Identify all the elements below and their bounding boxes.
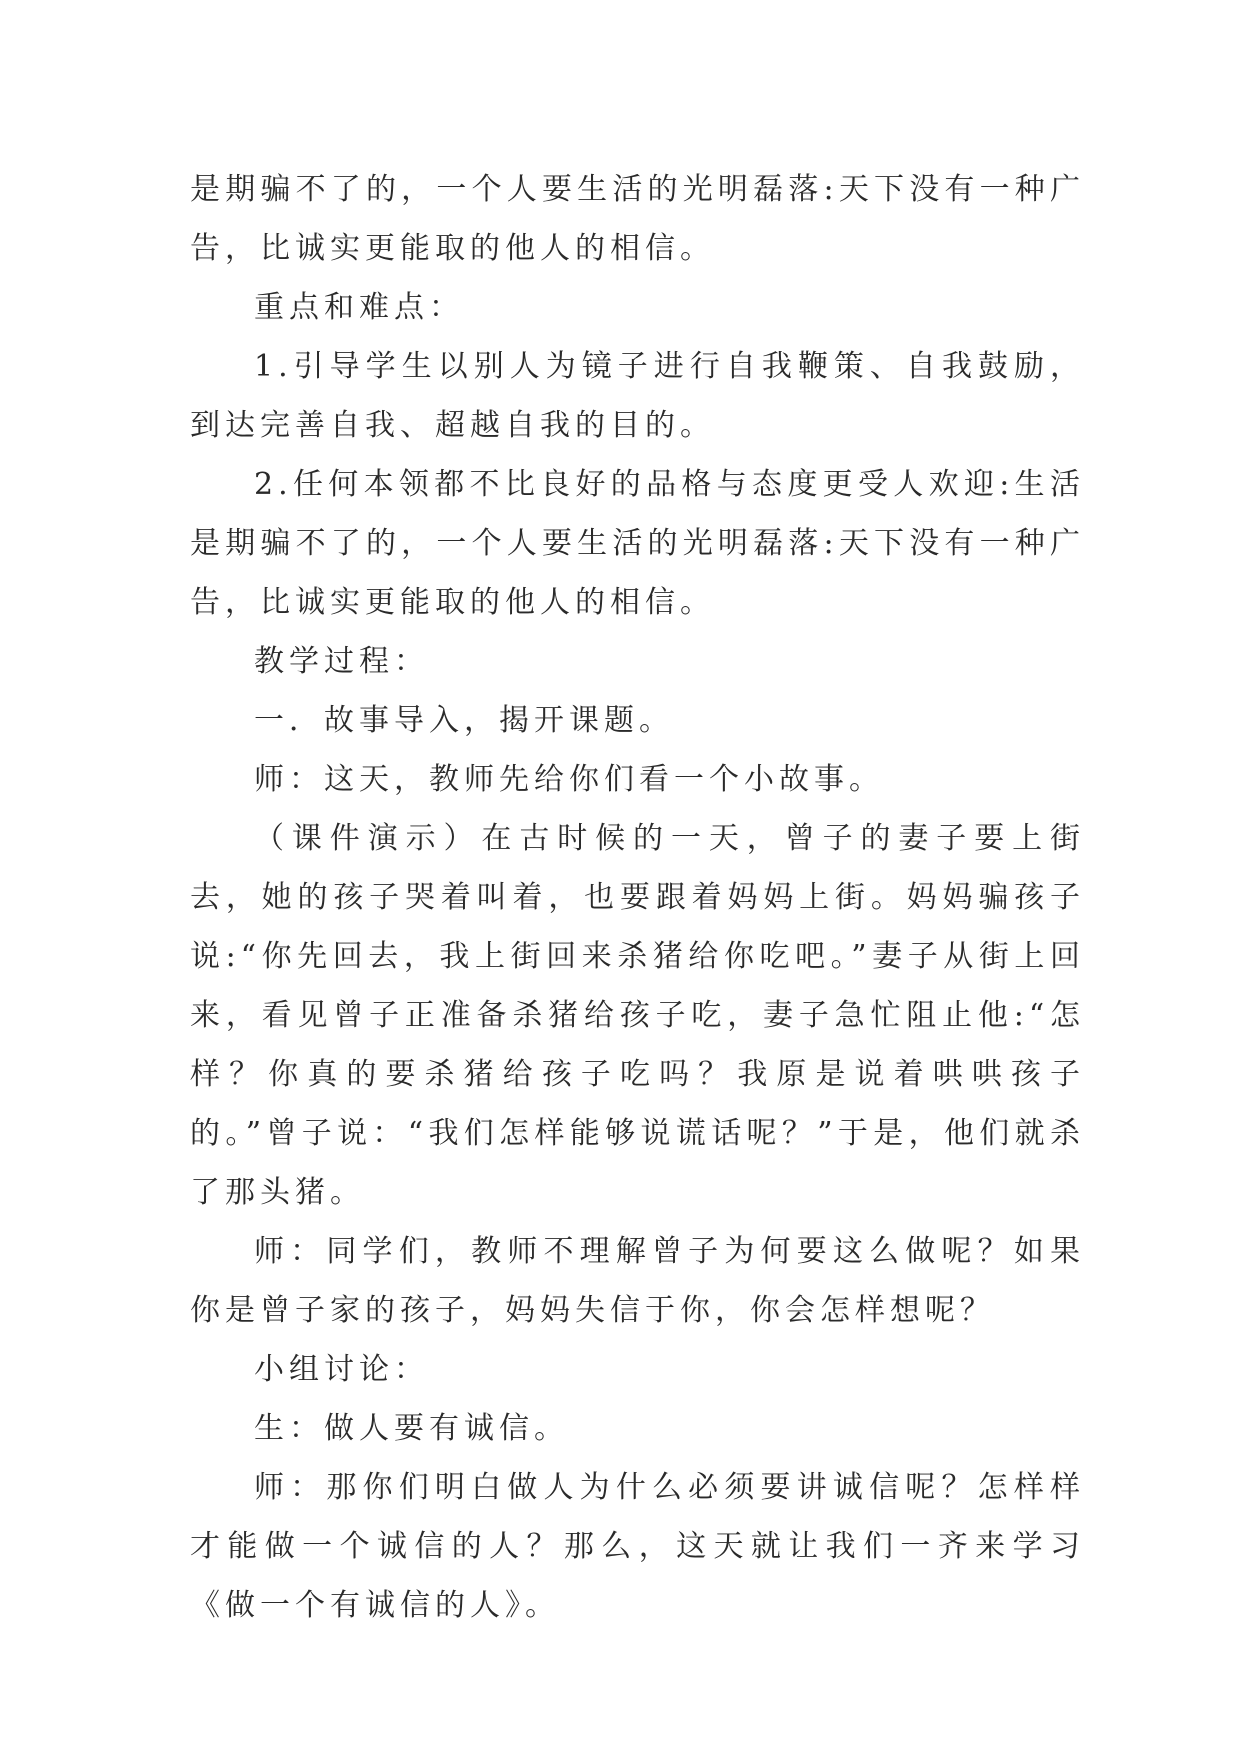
group-discussion-label: 小组讨论： (254, 1352, 429, 1387)
teacher-line-3: 师：那你们明白做人为什么必须要讲诚信呢？怎样样才能做一个诚信的人？那么，这天就让我们一齐来学习《做一个有诚信的人》。 (190, 1470, 1085, 1623)
section-story-intro: 一．故事导入，揭开课题。 (254, 703, 674, 738)
teacher-line-2: 师：同学们，教师不理解曾子为何要这么做呢？如果你是曾子家的孩子，妈妈失信于你，你会怎样想呢？ (190, 1234, 1085, 1328)
heading-key-points: 重点和难点： (254, 290, 464, 325)
story-paragraph: （课件演示）在古时候的一天，曾子的妻子要上街去，她的孩子哭着叫着，也要跟着妈妈上街。妈妈骗孩子说:“你先回去，我上街回来杀猪给你吃吧。”妻子从街上回来，看见曾子正准备杀猪给孩子吃，妻子急忙阻止他:“怎样？你真的要杀猪给孩子吃吗？我原是说着哄哄孩子的。”曾子说：“我们怎样能够说谎话呢？”于是，他们就杀了那头猪。 (190, 821, 1085, 1210)
student-line: 生：做人要有诚信。 (254, 1411, 569, 1446)
document-body (190, 160, 1085, 1635)
key-point-1: 1.引导学生以别人为镜子进行自我鞭策、自我鼓励，到达完善自我、超越自我的目的。 (190, 349, 1085, 443)
teacher-line-1: 师：这天，教师先给你们看一个小故事。 (254, 762, 884, 797)
key-point-2: 2.任何本领都不比良好的品格与态度更受人欢迎:生活是期骗不了的，一个人要生活的光明磊落:天下没有一种广告，比诚实更能取的他人的相信。 (190, 467, 1085, 620)
paragraph-continued-text: 是期骗不了的，一个人要生活的光明磊落:天下没有一种广告，比诚实更能取的他人的相信。 (190, 172, 1085, 266)
heading-teaching-process: 教学过程： (254, 644, 429, 679)
